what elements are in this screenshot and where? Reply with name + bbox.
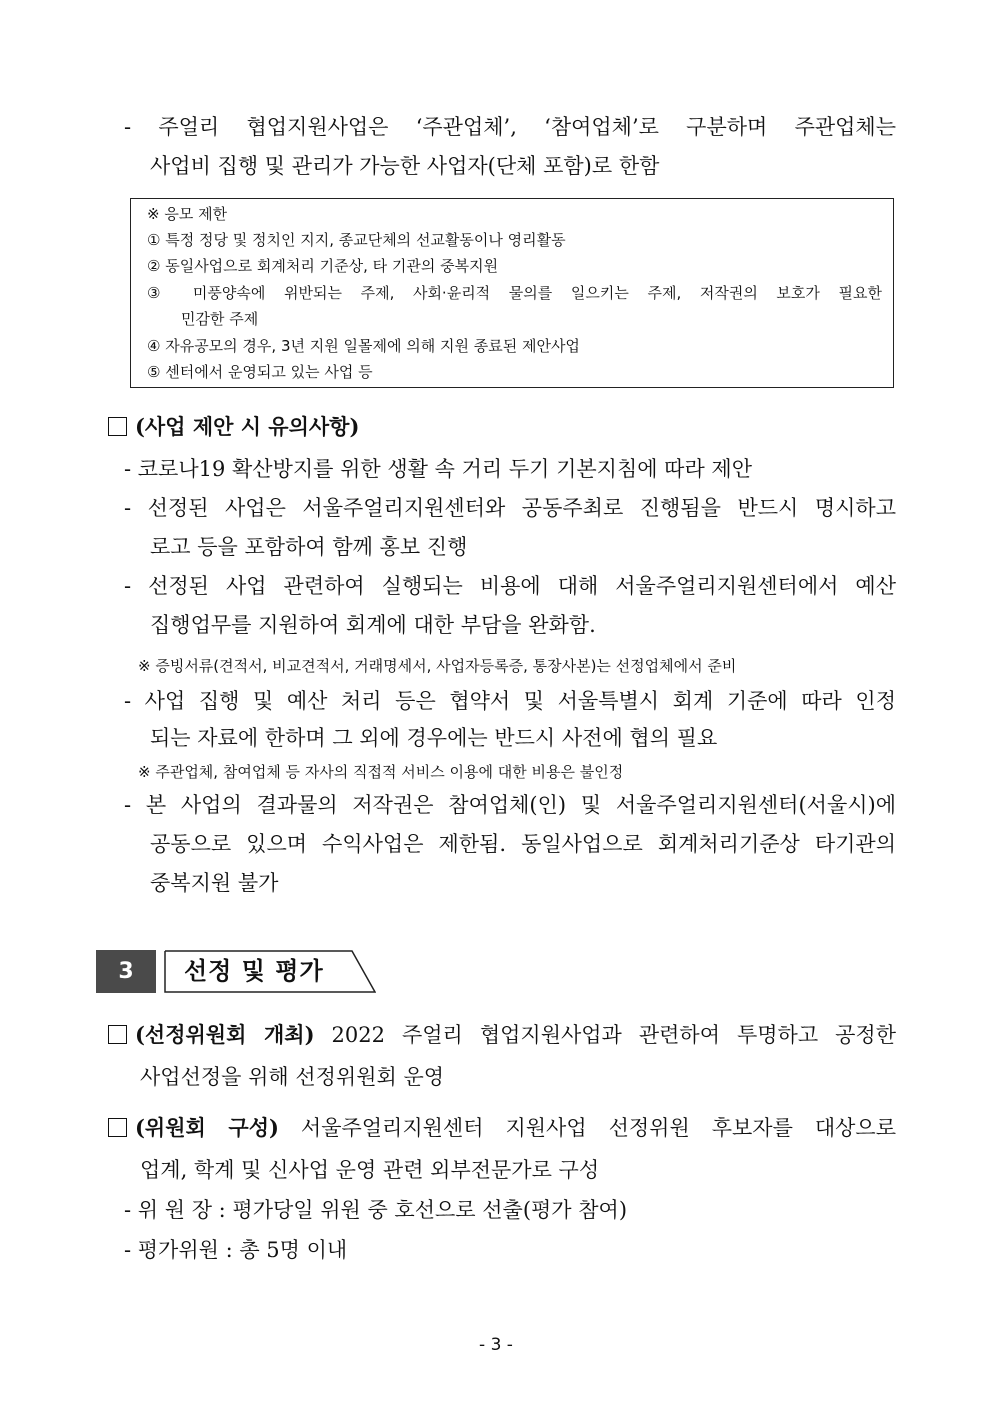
caution-line-10: 중복지원 불가 xyxy=(150,871,279,895)
caution-note-1: ※ 증빙서류(견적서, 비교견적서, 거래명세서, 사업자등록증, 통장사본)는 선정업체에서 준비 xyxy=(138,657,737,675)
caution-note-2: ※ 주관업체, 참여업체 등 자사의 직접적 서비스 이용에 대한 비용은 불인정 xyxy=(138,763,624,781)
committee-line-1 xyxy=(108,1021,896,1049)
committee-line-2: 사업선정을 위해 선정위원회 운영 xyxy=(140,1065,445,1089)
restriction-item-3: ③ 미풍양속에 위반되는 주제, 사회·윤리적 물의를 일으키는 주제, 저작권의 보호가 필요한 xyxy=(147,284,882,302)
composition-text-1: 서울주얼리지원센터 지원사업 선정위원 후보자를 대상으로 xyxy=(278,1116,896,1140)
page-number: - 3 - xyxy=(479,1335,513,1355)
caution-line-1: - 코로나19 확산방지를 위한 생활 속 거리 두기 기본지침에 따라 제안 xyxy=(124,457,753,481)
caution-line-9: 공동으로 있으며 수익사업은 제한됨. 동일사업으로 회계처리기준상 타기관의 xyxy=(150,832,896,856)
restriction-box xyxy=(130,198,894,388)
composition-item-1: - 위 원 장 : 평가당일 위원 중 호선으로 선출(평가 참여) xyxy=(124,1198,628,1222)
section-title: 선정 및 평가 xyxy=(184,957,324,985)
restriction-item-3-cont: 민감한 주제 xyxy=(181,310,259,328)
intro-line-1: - 주얼리 협업지원사업은 ‘주관업체’, ‘참여업체’로 구분하며 주관업체는 xyxy=(124,115,896,139)
composition-line-2: 업계, 학계 및 신사업 운영 관련 외부전문가로 구성 xyxy=(140,1158,600,1182)
caution-heading: (사업 제안 시 유의사항) xyxy=(108,413,359,441)
composition-item-2: - 평가위원 : 총 5명 이내 xyxy=(124,1238,348,1262)
caution-line-3: 로고 등을 포함하여 함께 홍보 진행 xyxy=(150,535,468,559)
caution-line-6: - 사업 집행 및 예산 처리 등은 협약서 및 서울특별시 회계 기준에 따라 인정 xyxy=(124,689,896,713)
section-number: 3 xyxy=(96,950,156,993)
committee-heading: (선정위원회 개최) xyxy=(135,1022,315,1047)
checkbox-square-icon xyxy=(108,1025,127,1044)
restriction-title: ※ 응모 제한 xyxy=(147,205,228,223)
restriction-item-2: ② 동일사업으로 회계처리 기준상, 타 기관의 중복지원 xyxy=(147,257,499,275)
checkbox-square-icon xyxy=(108,417,127,436)
intro-line-2: 사업비 집행 및 관리가 가능한 사업자(단체 포함)로 한함 xyxy=(150,154,660,178)
composition-heading: (위원회 구성) xyxy=(135,1115,279,1140)
caution-line-7: 되는 자료에 한하며 그 외에 경우에는 반드시 사전에 협의 필요 xyxy=(150,726,718,750)
restriction-item-1: ① 특정 정당 및 정치인 지지, 종교단체의 선교활동이나 영리활동 xyxy=(147,231,566,249)
caution-line-8: - 본 사업의 결과물의 저작권은 참여업체(인) 및 서울주얼리지원센터(서울시)에 xyxy=(124,793,896,817)
section-title-box xyxy=(164,950,376,993)
caution-line-2: - 선정된 사업은 서울주얼리지원센터와 공동주최로 진행됨을 반드시 명시하고 xyxy=(124,496,896,520)
restriction-item-5: ⑤ 센터에서 운영되고 있는 사업 등 xyxy=(147,363,373,381)
restriction-item-4: ④ 자유공모의 경우, 3년 지원 일몰제에 의해 지원 종료된 제안사업 xyxy=(147,337,580,355)
committee-text-1: 2022 주얼리 협업지원사업과 관련하여 투명하고 공정한 xyxy=(314,1023,896,1047)
caution-line-5: 집행업무를 지원하여 회계에 대한 부담을 완화함. xyxy=(150,613,596,637)
composition-line-1 xyxy=(108,1114,896,1142)
checkbox-square-icon xyxy=(108,1118,127,1137)
caution-line-4: - 선정된 사업 관련하여 실행되는 비용에 대해 서울주얼리지원센터에서 예산 xyxy=(124,574,896,598)
